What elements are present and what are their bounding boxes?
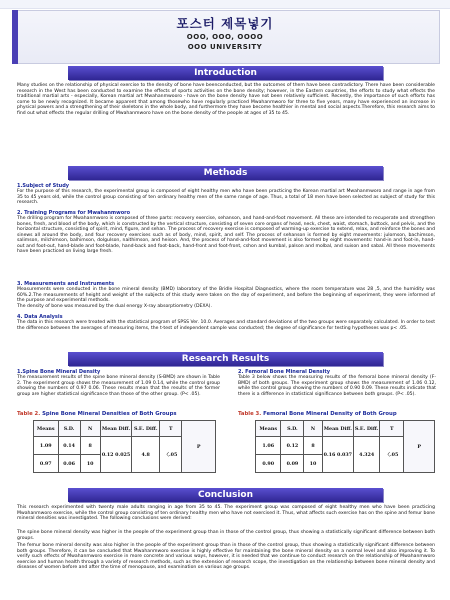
table3-cell: 0.90	[256, 455, 281, 473]
poster-university: OOO UNIVERSITY	[187, 43, 263, 51]
table3-header-se-diff: S.E. Diff.	[354, 421, 380, 437]
table3-header-mean-diff: Mean Diff.	[322, 421, 354, 437]
methods-analysis-title: 4. Data Analysis	[17, 314, 63, 320]
table2-cell: 0.12 0.025	[100, 437, 132, 473]
methods-measurement-title: 3. Measurements and Instruments	[17, 281, 115, 287]
table2-cell: 8	[80, 437, 100, 455]
table3-header-means: Means	[256, 421, 281, 437]
table2-cell: 0.06	[58, 455, 80, 473]
methods-heading: Methods	[68, 166, 383, 180]
results-femoral-title: 2. Femoral Bone Mineral Density	[238, 369, 330, 375]
table3-header-n: N	[304, 421, 322, 437]
table3-cell: 〈.05	[380, 437, 404, 473]
table2-header-p: P	[182, 421, 216, 473]
table2-header-mean-diff: Mean Diff.	[100, 421, 132, 437]
table2-caption	[17, 411, 177, 417]
introduction-text: Many studies on the relationship of physical exercise to the density of bone have beenconducted, but the outcomes of them have been contradictory. There have been considerable research in the West has been conducted to examine the effects of sports activities on the bone density; however, in the Eastern countries, the efforts to study what effects the traditional martial arts - especially, Korean martial art Mwahanmwooro - have on the bone density have not been relatively sufficient. Recently, the importance of such efforts has come to be newly recognized. It became apparent that among thosewho have regularly practiced Mwahanmworo for three to five years, many have experienced an increase in physical powers and a strengthening of their skeletons in the whole body, and furthermore they have become healthier in mental and social aspects.Therefore, this research aims to find out what effects the regular drilling of Mwahanmworo have on the bone density of the people at ages of 35 to 45.	[17, 83, 435, 116]
conclusion-text-1: This research experimented with twenty male adults ranging in age from 35 to 45. The experiment group was composed of eight healthy men who have been practicing Mwahanmworo exercise, while the control group consisting of ten ordinary healthy men who have not exercised it. Thus, what affects such exercise has on the spine and femur bone mineral densities was investigated. The following conclusions were derived:	[17, 505, 435, 522]
table3-cell: 10	[304, 455, 322, 473]
methods-measurement-text: Measurements were conducted in the bone mineral density (BMD) laboratory of the Bridle Hospital Diagnostics, where the room temperature was 28 ,5, and the humidity was 60%.2.The measurements of height and weight of the subjects of this study were taken on the day of experiment, and before the beginning of experiment, they were informed of the purpose and experimental methods.	[17, 287, 435, 304]
table3-cell: 8	[304, 437, 322, 455]
results-spine-text: The measurement results of the spine bone mineral density (S-BMD) are shown in Table 2. The experiment group shows the measurement of 1.09 0.14, while the control group showing the numbers of 0.97 0.06. These results mean that the results of the former group are higher statistical significance than those of the other group. (P< .05).	[17, 375, 220, 397]
introduction-heading: Introduction	[68, 66, 383, 80]
table2-title: Spine Bone Mineral Densities of Both Groups	[42, 411, 177, 417]
table2-cell: 0.14	[58, 437, 80, 455]
conclusion-text-2: The spine bone mineral density was higher in the people of the experiment group than in those of the control group, thus showing a statistically significant difference between both groups.	[17, 530, 435, 541]
methods-training-title: 2. Training Programs for Mwahanmworo	[17, 210, 131, 216]
results-femoral-text: Table 3 below shows the measuring results of the femoral bone mineral density (F-BMD) of both groups. The experiment group shows the measurement of 1.06 0.12, while the control group showing the numbers of 0.90 0.09. These results indicate that there is a difference in statistical significance between both groups. (P< .05).	[238, 375, 436, 397]
table3-cell: 4.324	[354, 437, 380, 473]
table2-cell: 0.97	[34, 455, 59, 473]
top-strip	[0, 0, 450, 9]
methods-subject-title: 1.Subject of Study	[17, 183, 70, 189]
table2-cell: 〈.05	[160, 437, 182, 473]
poster-title: 포스터 제목넣기	[176, 16, 274, 31]
table2-header-t: T	[160, 421, 182, 437]
table2-cell: 10	[80, 455, 100, 473]
table3-number: Table 3.	[238, 411, 262, 417]
methods-measurement-text-2: The density of bone was measured by the dual energy X-ray absorptiometry (DEXA).	[17, 304, 212, 309]
table3-cell: 0.16 0.037	[322, 437, 354, 473]
table3-title: Femoral Bone Mineral Density of Both Group	[263, 411, 397, 417]
table3-cell: 0.09	[281, 455, 304, 473]
table3-header-t: T	[380, 421, 404, 437]
table2-header-n: N	[80, 421, 100, 437]
table2-header-means: Means	[34, 421, 59, 437]
table3-header-p: P	[404, 421, 435, 473]
poster-authors: OOO, OOO, OOOO	[186, 33, 264, 41]
methods-training-text: The drilling program for Mwahanmworo is composed of three parts: recovery exercise, sehanson, and hand-and-foot movement. All these are intended to recuperate and strengthen bones, fresh, and blood of the body, which is constructed by the vertical structure, consisting of seven core organs of head, neck, chest, waist, stomach, buttock, and pelvis, and the horizontal structure, consisting of spirit, mind, figure, and sehan. The process of recovery exercise is composed of warming-up exercise to extend, relax, and reinforce the bones and sinews all around the body, and four recovery exercises such as of body, mind, spirit, and self. The process of sehanson is formed by eight movements: julomson, bachimson, salimson, milchimson, balhimson, dolgulson, naithimson, and heison. And, the process of hand-and-foot movement is also formed by eight movements: hand-in and foot-in, hand-out and foot-out, hand-blade and foot-blade, hand-back and foot-back, hand-front and foot-front, cshon and kumbal, palson and molbal, and suison and sabal. All these movements have been practiced on living large fresh.	[17, 216, 435, 255]
conclusion-text-3: The femur bone mineral density was also higher in the people of the experiment group than in those of the control group, thus showing a statistically significant difference between both groups. Therefore, it can be concluded that Mwahanmworo exercise is highly effective for maintaining the bone mineral density on a normal level and also improving it. To verify such effects of Mwahanmworo exercise in more concrete and various ways, however, it is needed that we continue to conduct research on the relationship of Mwahanmworo exercise and human health through a variety of research methods, such as the extension of research scope, the investigation on the relationship between bone mineral density and diseases of women before and after the time of menopause, and examination on various age groups.	[17, 543, 435, 571]
table3-caption	[238, 411, 397, 417]
table2	[33, 420, 216, 473]
table2-header-sd: S.D.	[58, 421, 80, 437]
table3-cell: 1.06	[256, 437, 281, 455]
results-spine-title: 1.Spine Bone Mineral Density	[17, 369, 101, 375]
conclusion-heading: Conclusion	[68, 488, 383, 502]
table3	[255, 420, 435, 473]
table3-cell: 0.12	[281, 437, 304, 455]
table3-header-sd: S.D.	[281, 421, 304, 437]
table2-cell: 1.09	[34, 437, 59, 455]
table2-header-se-diff: S.E. Diff.	[132, 421, 160, 437]
table2-number: Table 2.	[17, 411, 41, 417]
results-heading: Research Results	[68, 352, 383, 366]
methods-subject-text: For the purpose of this research, the experimental group is composed of eight healthy men who have been practicing the Korean martial art Mwahanmworo and range in age from 35 to 45 years old, while the control group consisting of ten ordinary healthy men of the same range of age. Thus, a total of 18 men have been selected as subject of study for this research.	[17, 189, 435, 206]
table2-cell: 4.8	[132, 437, 160, 473]
methods-analysis-text: The data in this research were treated with the statistical program of SPSS Ver. 10.0. Averages and standard deviations of the two groups were separately calculated. In order to test the difference between the averages of measuring items, the t-test of independent sample was conducted; the degree of significance for testing hypotheses was p< .05.	[17, 320, 435, 331]
